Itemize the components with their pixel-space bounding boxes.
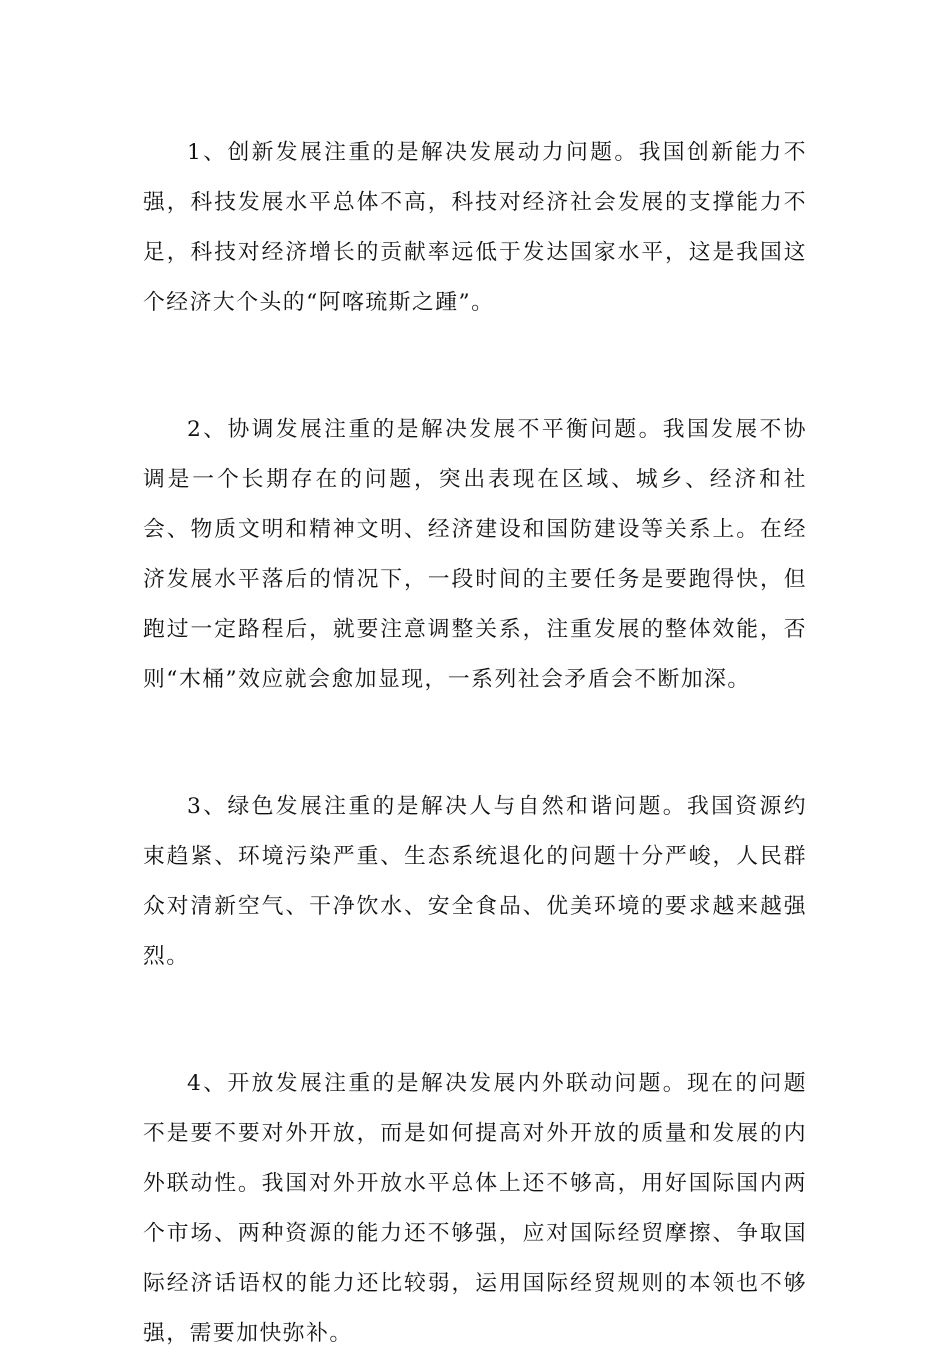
paragraph-innovation-development: 1、创新发展注重的是解决发展动力问题。我国创新能力不强，科技发展水平总体不高，科技对经济社会发展的支撑能力不足，科技对经济增长的贡献率远低于发达国家水平，这是我国这个经济大个头的“阿喀琉斯之踵”。 — [143, 140, 807, 315]
paragraph-open-development: 4、开放发展注重的是解决发展内外联动问题。现在的问题不是要不要对外开放，而是如何提高对外开放的质量和发展的内外联动性。我国对外开放水平总体上还不够高，用好国际国内两个市场、两种资源的能力还不够强，应对国际经贸摩擦、争取国际经济话语权的能力还比较弱，运用国际经贸规则的本领也不够强，需要加快弥补。 — [143, 1071, 807, 1346]
paragraph-coordinated-development: 2、协调发展注重的是解决发展不平衡问题。我国发展不协调是一个长期存在的问题，突出表现在区域、城乡、经济和社会、物质文明和精神文明、经济建设和国防建设等关系上。在经济发展水平落后的情况下，一段时间的主要任务是要跑得快，但跑过一定路程后，就要注意调整关系，注重发展的整体效能，否则“木桶”效应就会愈加显现，一系列社会矛盾会不断加深。 — [143, 417, 807, 692]
paragraph-green-development: 3、绿色发展注重的是解决人与自然和谐问题。我国资源约束趋紧、环境污染严重、生态系统退化的问题十分严峻，人民群众对清新空气、干净饮水、安全食品、优美环境的要求越来越强烈。 — [143, 794, 807, 969]
document-body — [143, 128, 807, 1359]
